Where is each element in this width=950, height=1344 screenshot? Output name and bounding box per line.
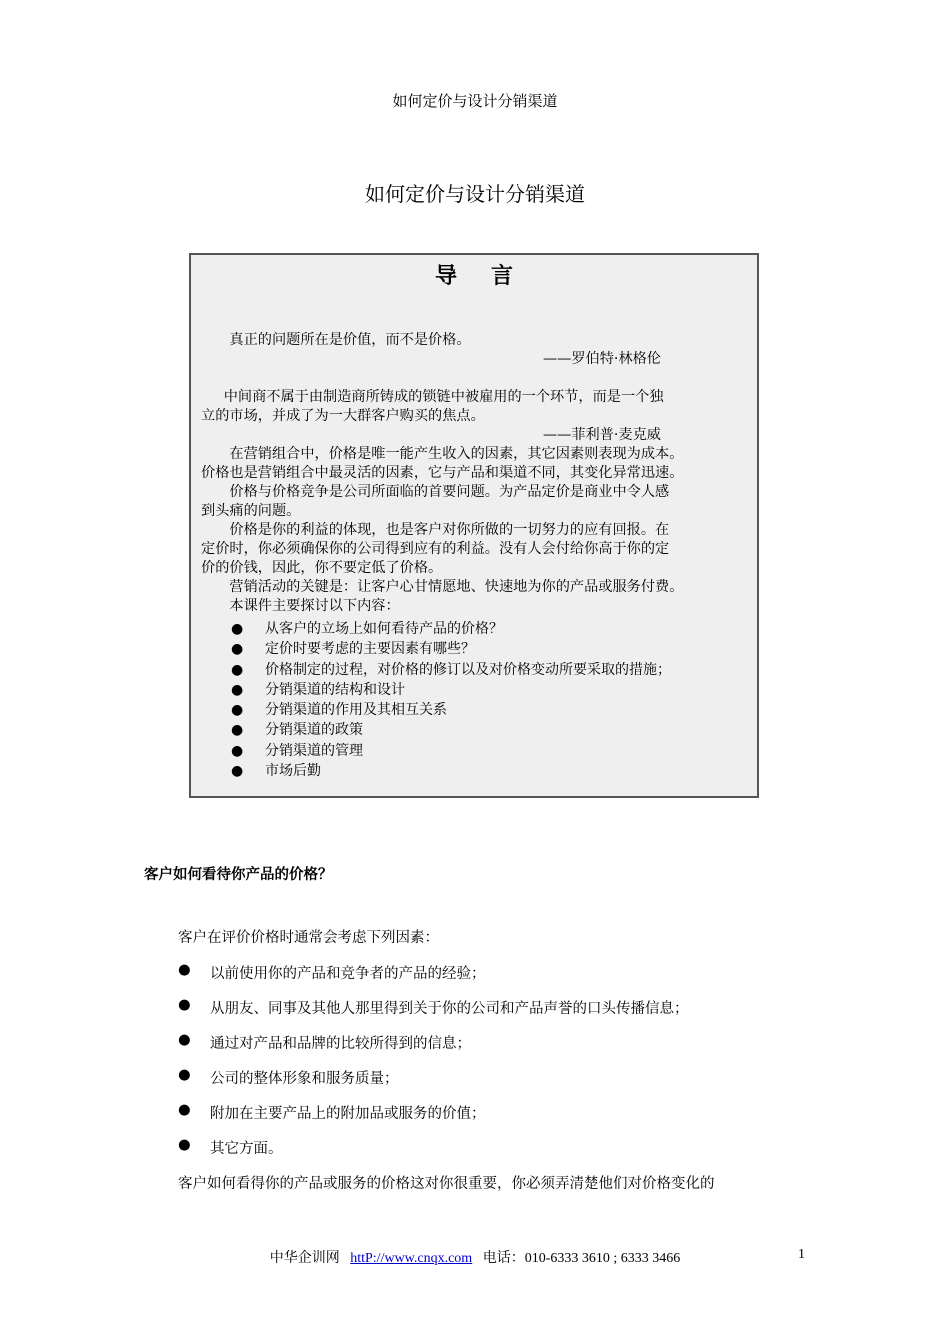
list-item: ● 分销渠道的作用及其相互关系 — [231, 700, 671, 720]
paragraph-3-line-3: 价的价钱，因此，你不要定低了价格。 — [201, 560, 443, 576]
quote-1: 真正的问题所在是价值，而不是价格。 — [229, 332, 471, 348]
footer-link[interactable]: httP://www.cnqx.com — [350, 1251, 473, 1266]
list-item: ● 分销渠道的管理 — [231, 741, 671, 761]
bullet-icon: ● — [178, 997, 191, 1013]
section-intro: 客户在评价价格时通常会考虑下列因素： — [178, 930, 439, 946]
factors-list — [178, 962, 689, 1172]
page-footer — [0, 1247, 950, 1267]
page-number: 1 — [798, 1247, 805, 1262]
list-item: ● 其它方面。 — [178, 1137, 689, 1172]
closing-paragraph: 客户如何看得你的产品或服务的价格这对你很重要，你必须弄清楚他们对价格变化的 — [178, 1176, 715, 1192]
bullet-icon: ● — [178, 1032, 191, 1048]
list-item: ● 定价时要考虑的主要因素有哪些？ — [231, 639, 671, 659]
paragraph-5: 本课件主要探讨以下内容： — [229, 598, 400, 614]
paragraph-3-line-1: 价格是你的利益的体现，也是客户对你所做的一切努力的应有回报。在 — [229, 522, 670, 538]
bullet-icon: ● — [178, 1067, 191, 1083]
paragraph-1-line-2: 价格也是营销组合中最灵活的因素，它与产品和渠道不同，其变化异常迅速。 — [201, 465, 684, 481]
bullet-icon: ● — [231, 621, 244, 637]
bullet-icon: ● — [231, 641, 244, 658]
footer-org: 中华企训网 — [269, 1251, 340, 1266]
list-item: ● 附加在主要产品上的附加品或服务的价值； — [178, 1102, 689, 1137]
list-item: ● 公司的整体形象和服务质量； — [178, 1067, 689, 1102]
list-item: ● 分销渠道的结构和设计 — [231, 680, 671, 700]
list-item: ● 从客户的立场上如何看待产品的价格？ — [231, 619, 671, 639]
quote-2-line-2: 立的市场，并成了为一大群客户购买的焦点。 — [201, 408, 485, 424]
bullet-icon: ● — [231, 702, 244, 719]
list-item: ● 以前使用你的产品和竞争者的产品的经验； — [178, 962, 689, 997]
bullet-icon: ● — [178, 1102, 191, 1118]
quote-2-author: ——菲利普·麦克威 — [542, 427, 661, 443]
list-item: ● 通过对产品和品牌的比较所得到的信息； — [178, 1032, 689, 1067]
paragraph-4: 营销活动的关键是：让客户心甘情愿地、快速地为你的产品或服务付费。 — [229, 579, 684, 595]
paragraph-3-line-2: 定价时，你必须确保你的公司得到应有的利益。没有人会付给你高于你的定 — [201, 541, 670, 557]
introduction-box — [189, 253, 759, 798]
bullet-icon: ● — [231, 763, 244, 780]
bullet-icon: ● — [231, 722, 244, 739]
bullet-icon: ● — [231, 742, 244, 759]
introduction-heading: 导言 — [434, 263, 547, 289]
bullet-icon: ● — [178, 1137, 191, 1153]
quote-block-1 — [201, 331, 751, 369]
list-item: ● 市场后勤 — [231, 761, 671, 781]
list-item: ● 价格制定的过程，对价格的修订以及对价格变动所要采取的措施； — [231, 660, 671, 680]
paragraph-2-line-2: 到头痛的问题。 — [201, 503, 301, 519]
bullet-icon: ● — [178, 962, 191, 978]
list-item: ● 分销渠道的政策 — [231, 720, 671, 740]
quote-block-2 — [201, 388, 751, 445]
section-heading: 客户如何看待你产品的价格？ — [144, 866, 333, 883]
page-header: 如何定价与设计分销渠道 — [392, 92, 558, 110]
body-paragraphs — [201, 445, 751, 616]
paragraph-2-line-1: 价格与价格竞争是公司所面临的首要问题。为产品定价是商业中令人感 — [229, 484, 670, 500]
topics-list — [231, 619, 671, 781]
document-title: 如何定价与设计分销渠道 — [365, 182, 585, 206]
bullet-icon: ● — [231, 681, 244, 698]
list-item: ● 从朋友、同事及其他人那里得到关于你的公司和产品声誉的口头传播信息； — [178, 997, 689, 1032]
quote-1-author: ——罗伯特·林格伦 — [542, 351, 661, 367]
footer-phone: 电话：010-6333 3610 ; 6333 3466 — [482, 1251, 681, 1266]
bullet-icon: ● — [231, 661, 244, 678]
paragraph-1-line-1: 在营销组合中，价格是唯一能产生收入的因素，其它因素则表现为成本。 — [229, 446, 684, 462]
quote-2-line-1: 中间商不属于由制造商所铸成的锁链中被雇用的一个环节，而是一个独 — [223, 389, 664, 405]
